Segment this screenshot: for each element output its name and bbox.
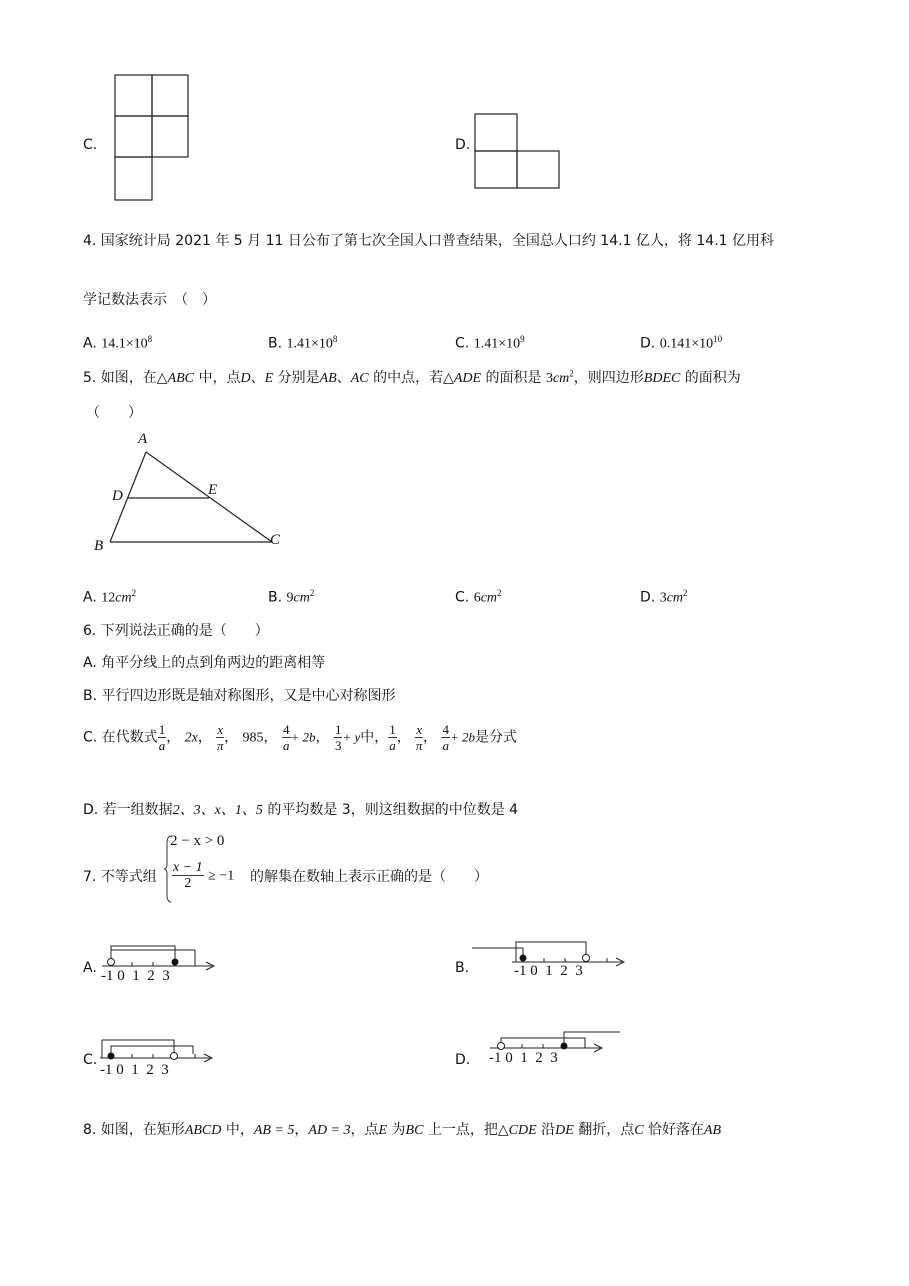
option-c-label: C. [83,137,98,153]
net-figure-c [114,74,190,202]
question-6-stem: 6. 下列说法正确的是（ ） [83,623,269,639]
inequality-1: 2 − x > 0 [170,833,225,849]
question-7-stem-suffix: 的解集在数轴上表示正确的是（ ） [250,869,488,885]
question-7-option-c-label[interactable]: C. [83,1052,98,1068]
option-d-label: D. [455,137,471,153]
number-line-d-ticks: -1 0 1 2 3 [489,1050,558,1066]
number-line-a-ticks: -1 0 1 2 3 [101,968,170,984]
question-6-option-b[interactable]: B. 平行四边形既是轴对称图形，又是中心对称图形 [83,688,396,704]
question-5-option-b[interactable]: B. $9cm^2$ [268,588,315,606]
question-5-option-a[interactable]: A. $12cm^2$ [83,588,137,606]
number-line-b-ticks: -1 0 1 2 3 [514,963,583,979]
question-5-answer-blank: （ ） [86,405,142,421]
question-6-option-d[interactable]: D. 若一组数据2、3、x、1、5 的平均数是 3，则这组数据的中位数是 4 [83,802,519,818]
question-4-line-1: 4. 国家统计局 2021 年 5 月 11 日公布了第七次全国人口普查结果，全国总人口约 14.1 亿人，将 14.1 亿用科 [83,233,775,249]
question-7-option-d-label[interactable]: D. [455,1052,471,1068]
question-4-option-d[interactable]: D. $0.141\times 10^{10}$ [640,334,723,352]
question-7-stem-prefix: 7. 不等式组 [83,869,157,885]
question-5-option-c[interactable]: C. $6cm^2$ [455,588,502,606]
vertex-a-label: A [138,431,148,447]
question-5-option-d[interactable]: D. $3cm^2$ [640,588,688,606]
question-7-option-b-label[interactable]: B. [455,960,470,976]
net-figure-d [474,113,562,191]
vertex-d-label: D [112,488,123,504]
vertex-b-label: B [94,538,104,554]
number-line-c-ticks: -1 0 1 2 3 [100,1062,169,1078]
vertex-c-label: C [270,532,281,548]
question-4-option-b[interactable]: B. $1.41\times 10^8$ [268,334,338,352]
vertex-e-label: E [208,482,218,498]
question-7-option-a-label[interactable]: A. [83,960,97,976]
question-6-option-a[interactable]: A. 角平分线上的点到角两边的距离相等 [83,655,326,671]
question-4-option-c[interactable]: C. $1.41\times 10^9$ [455,334,525,352]
question-4-option-a[interactable]: A. $14.1\times 10^8$ [83,334,153,352]
question-4-line-2: 学记数法表示 （ ） [83,292,216,308]
question-8-stem: 8. 如图，在矩形ABCD 中，AB = 5，AD = 3，点E 为BC 上一点，把△CDE 沿DE 翻折，点C 恰好落在AB [83,1122,722,1138]
question-5-stem: 5. 如图，在△ABC 中，点D、E 分别是AB、AC 的中点，若△ADE 的面积是 $3cm^2$，则四边形BDEC 的面积为 [83,368,741,386]
inequality-2: $\frac{x - 1}{2}$ ≥ −1 [173,860,235,891]
question-6-option-c[interactable]: C. 在代数式 $\frac{1}{a}$ ， 2x， $\frac{x}{\pi}$ ， 985， $\frac{4}{a}$ + 2b， $\frac{1}{3}$ + y中， $\frac{1}{a}$ ， $\frac{x}{\pi}$ ， $\frac{4}{a}$ + 2b是分式 [83,722,517,753]
